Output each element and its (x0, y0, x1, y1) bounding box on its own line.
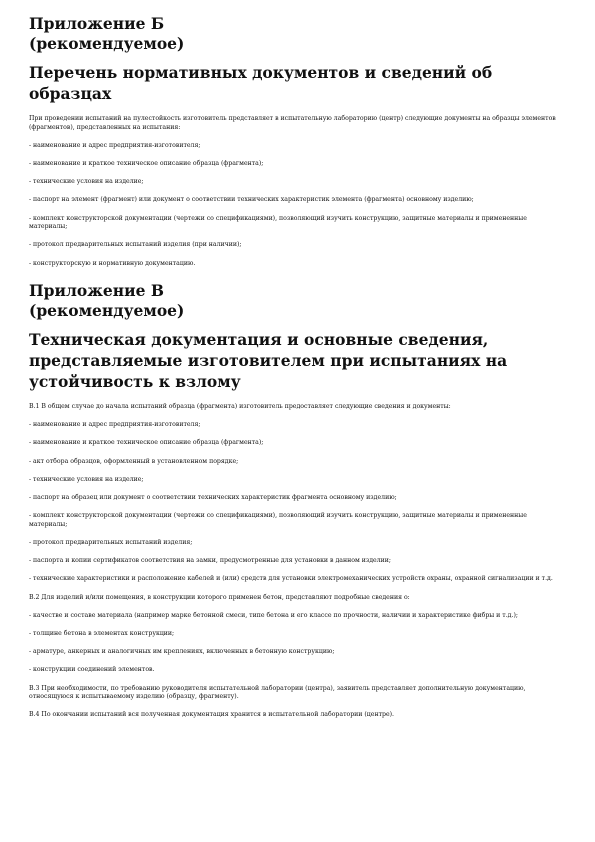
appendix-b-title: Перечень нормативных документов и сведений об образцах (29, 63, 493, 103)
paragraph: - комплект конструкторской документации (чертежи со спецификациями), позволяющий изучить конструкцию, защитные материалы и примененные материалы; (29, 214, 527, 231)
paragraph: При проведении испытаний на пулестойкость изготовитель представляет в испытательную лабораторию (центр) следующие документы на образцы элементов (фрагментов), представленных на испытания: (29, 115, 556, 131)
paragraph: - паспорт на образец или документ о соответствии технических характеристик фрагмента основному изделию; (29, 494, 397, 502)
paragraph: - паспорт на элемент (фрагмент) или документ о соответствии технических характеристик элемента (фрагмента) основному изделию; (29, 196, 474, 204)
appendix-v-title-line3: устойчивость к взлому (29, 372, 241, 392)
appendix-v-heading-line1: Приложение В (29, 281, 164, 301)
appendix-b-section (29, 14, 567, 268)
paragraph: В.4 По окончании испытаний вся полученная документация хранится в испытательной лаборатории (центре). (29, 711, 394, 719)
paragraph: - протокол предварительных испытаний изделия (при наличии); (29, 241, 242, 249)
appendix-v-title (29, 329, 567, 392)
paragraph: - комплект конструкторской документации (чертежи со спецификациями), позволяющий изучить конструкцию, защитные материалы и примененные материалы; (29, 512, 527, 528)
paragraph: - технические условия на изделие; (29, 475, 144, 483)
paragraph: - технические характеристики и расположение кабелей и (или) средств для установки электромеханических устройств охраны, охранной сигнализации и т.д. (29, 575, 553, 583)
paragraph: - наименование и адрес предприятия-изготовителя; (29, 141, 201, 149)
paragraph: - арматуре, анкерных и аналогичных им креплениях, включенных в бетонную конструкцию; (29, 648, 335, 656)
appendix-v-title-line2: представляемые изготовителем при испытаниях на (29, 351, 508, 371)
paragraph: В.1 В общем случае до начала испытаний образца (фрагмента) изготовитель предоставляет следующие сведения и документы: (29, 403, 451, 411)
paragraph: В.2 Для изделий и/или помещения, в конструкции которого применен бетон, представляют подробные сведения о: (29, 593, 410, 601)
paragraph: - наименование и адрес предприятия-изготовителя; (29, 421, 201, 429)
paragraph: - наименование и краткое техническое описание образца (фрагмента); (29, 439, 264, 447)
appendix-b-heading-line2: (рекомендуемое) (29, 34, 185, 53)
paragraph: - конструкторскую и нормативную документацию. (29, 259, 196, 267)
appendix-b-heading-line1: Приложение Б (29, 14, 165, 33)
paragraph: - протокол предварительных испытаний изделия; (29, 539, 193, 546)
document-page (29, 14, 567, 729)
appendix-v-heading-line2: (рекомендуемое) (29, 301, 185, 321)
paragraph: - акт отбора образцов, оформленный в установленном порядке; (29, 457, 239, 465)
paragraph: - наименование и краткое техническое описание образца (фрагмента); (29, 159, 264, 167)
appendix-v-section (29, 281, 567, 720)
paragraph: - толщине бетона в элементах конструкции; (29, 629, 175, 637)
appendix-v-paragraphs (29, 403, 567, 720)
paragraph: - паспорта и копии сертификатов соответствия на замки, предусмотренные для установки в данном изделии; (29, 557, 391, 565)
paragraph: В.3 При необходимости, по требованию руководителя испытательной лаборатории (центра), заявитель представляет дополнительную документацию, относящуюся к испытываемому изделию (образцу, фрагменту). (29, 684, 526, 701)
appendix-b-paragraphs (29, 115, 567, 268)
paragraph: - конструкции соединений элементов. (29, 666, 155, 674)
appendix-v-title-line1: Техническая документация и основные сведения, (29, 330, 489, 350)
paragraph: - технические условия на изделие; (29, 178, 144, 186)
paragraph: - качестве и составе материала (например марке бетонной смеси, типе бетона и его классе по прочности, наличии и характеристике фибры и т.д.); (29, 611, 518, 619)
